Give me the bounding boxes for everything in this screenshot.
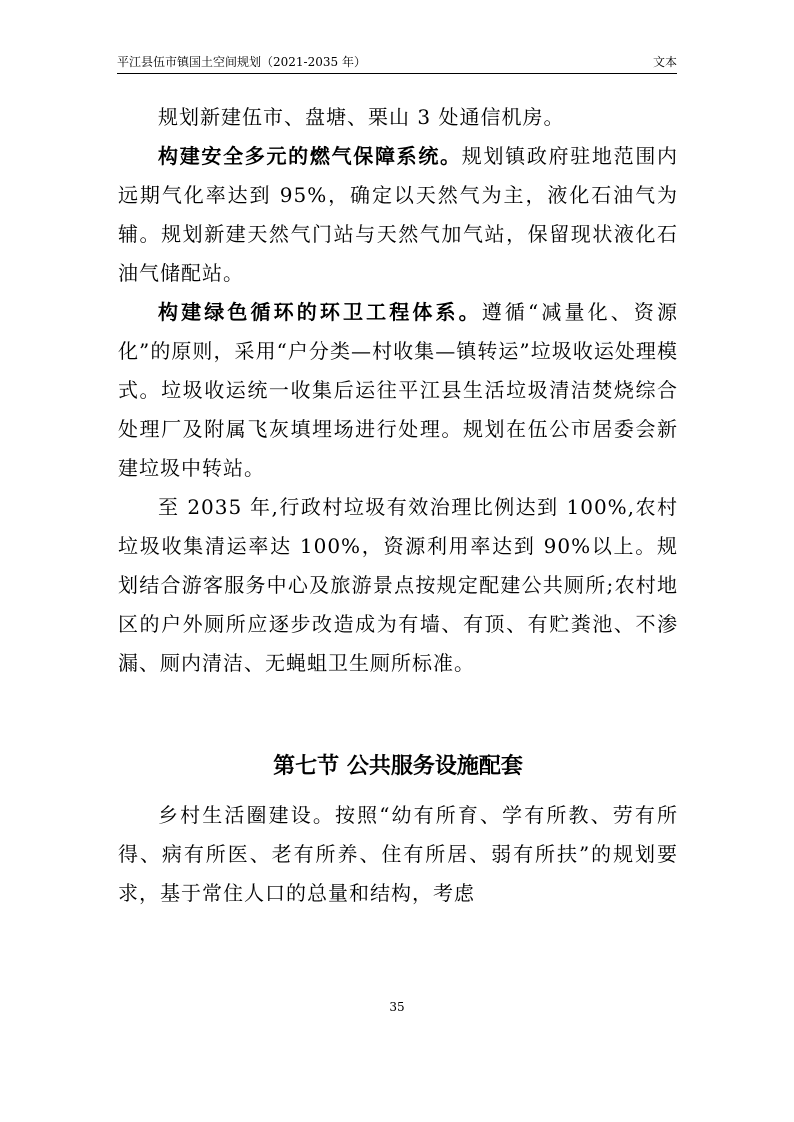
paragraph-text: 规划新建伍市、盘塘、栗山 3 处通信机房。	[158, 105, 565, 129]
page-number: 35	[389, 1000, 405, 1014]
paragraph-lead: 构建安全多元的燃气保障系统。	[158, 144, 462, 168]
paragraph-2035-targets	[118, 488, 678, 683]
paragraph-text: 至 2035 年,行政村垃圾有效治理比例达到 100%,农村垃圾收集清运率达 100%，资源利用率达到 90%以上。规划结合游客服务中心及旅游景点按规定配建公共厕所;农村地区的户外厕所应逐步改造成为有墙、有顶、有贮粪池、不渗漏、厕内清洁、无蝇蛆卫生厕所标准。	[118, 495, 678, 675]
paragraph-rural-life-circle	[118, 796, 678, 913]
paragraph-lead: 构建绿色循环的环卫工程体系。	[158, 300, 482, 324]
document-title: 平江县伍市镇国土空间规划（2021-2035 年）	[117, 55, 366, 69]
paragraph-text: 规划镇政府驻地范围内远期气化率达到 95%，确定以天然气为主，液化石油气为辅。规划新建天然气门站与天然气加气站，保留现状液化石油气储配站。	[118, 144, 679, 285]
page-body	[118, 98, 678, 913]
paragraph-telecom	[118, 98, 678, 137]
paragraph-text: 遵循“减量化、资源化”的原则，采用“户分类—村收集—镇转运”垃圾收运处理模式。垃圾收运统一收集后运往平江县生活垃圾清洁焚烧综合处理厂及附属飞灰填埋场进行处理。规划在伍公市居委会新建垃圾中转站。	[118, 300, 678, 480]
paragraph-text: 乡村生活圈建设。按照“幼有所育、学有所教、劳有所得、病有所医、老有所养、住有所居、弱有所扶”的规划要求，基于常住人口的总量和结构，考虑	[118, 803, 678, 905]
section-heading: 第七节 公共服务设施配套	[273, 754, 523, 779]
page-header	[117, 51, 677, 74]
paragraph-sanitation-system	[118, 293, 678, 488]
paragraph-gas-system	[118, 137, 678, 293]
document-type: 文本	[652, 55, 677, 69]
